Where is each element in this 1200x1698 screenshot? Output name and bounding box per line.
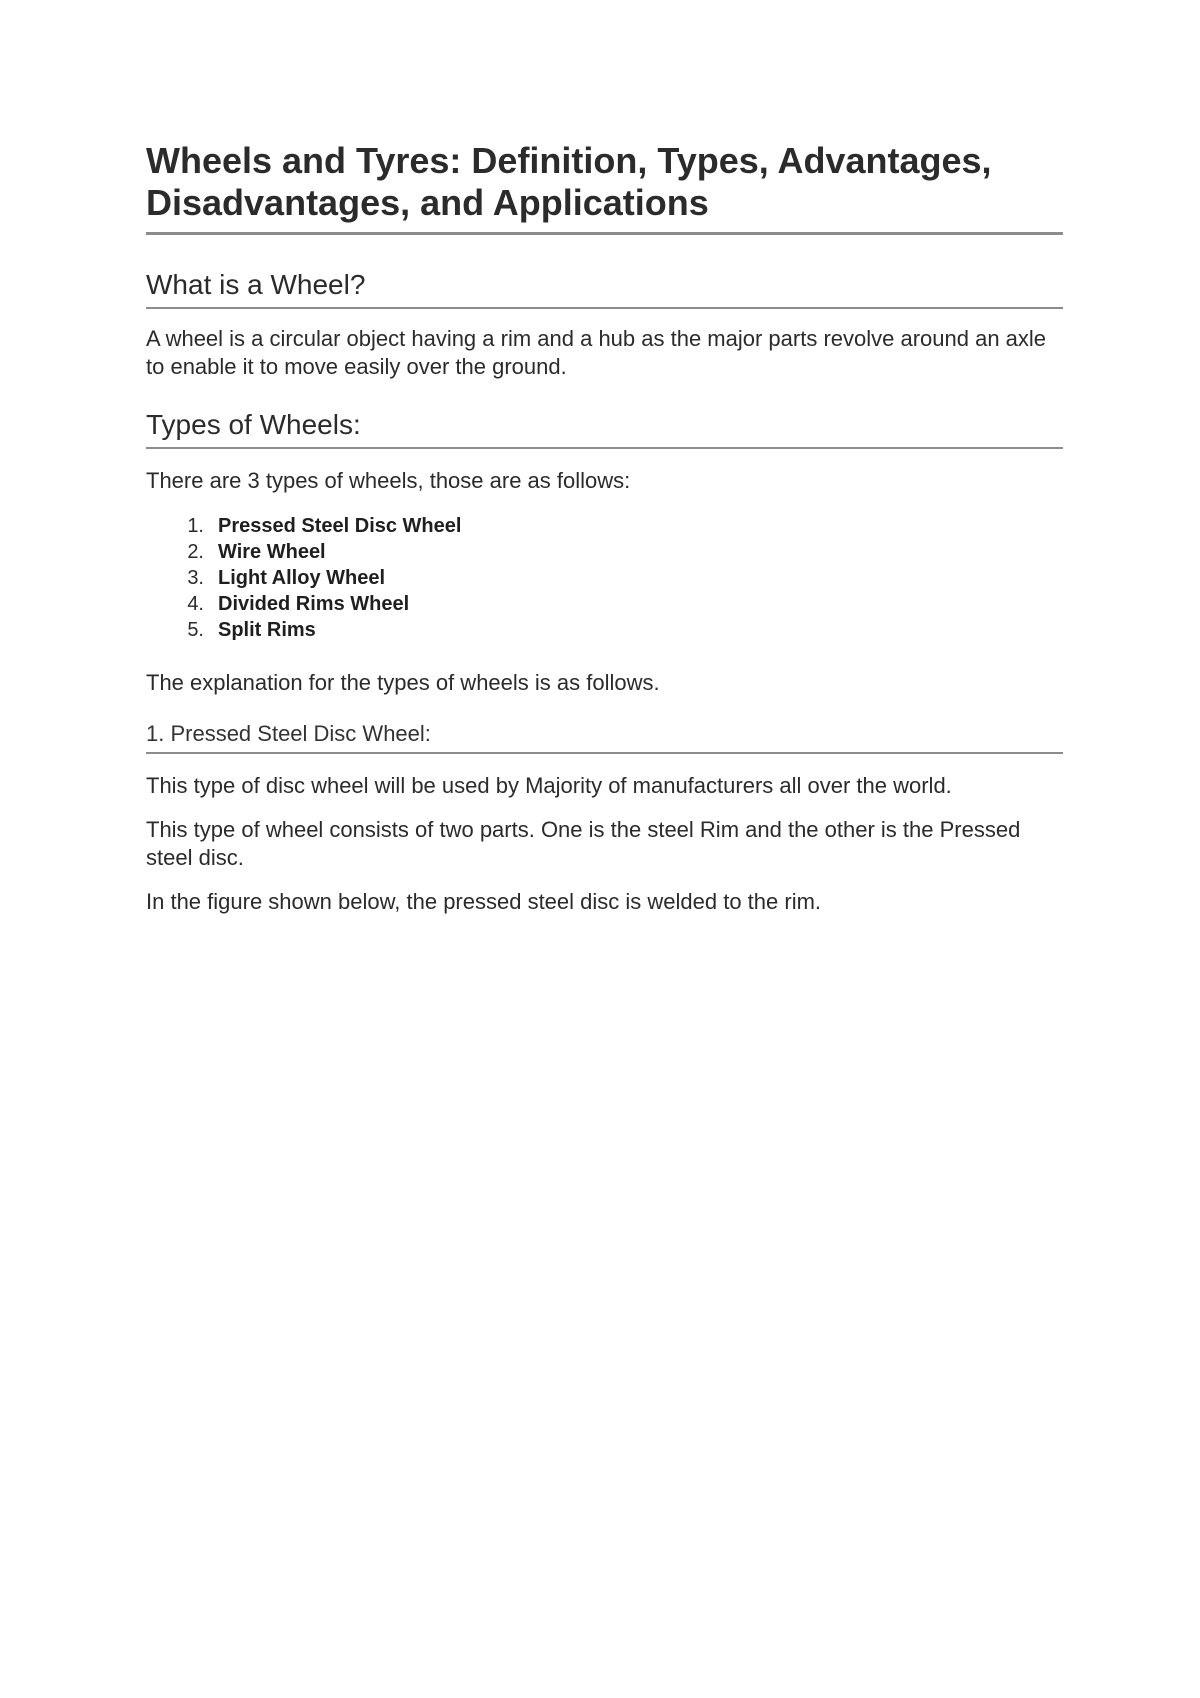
list-item-number: 5.	[187, 619, 204, 641]
list-item-label: Split Rims	[218, 619, 316, 641]
list-item	[146, 513, 1063, 539]
list-item-label: Pressed Steel Disc Wheel	[218, 515, 462, 537]
list-item	[146, 591, 1063, 617]
list-item	[146, 565, 1063, 591]
list-item-number: 1.	[187, 515, 204, 537]
list-item-label: Wire Wheel	[218, 541, 326, 563]
list-item	[146, 617, 1063, 643]
list-item-number: 2.	[187, 541, 204, 563]
section-heading-types-of-wheels: Types of Wheels:	[146, 409, 1063, 449]
document-title: Wheels and Tyres: Definition, Types, Advantages, Disadvantages, and Applications	[146, 140, 1063, 235]
document-page	[146, 140, 1063, 916]
list-item-number: 3.	[187, 567, 204, 589]
paragraph-pressed-2: This type of wheel consists of two parts. One is the steel Rim and the other is the Pressed steel disc.	[146, 817, 1021, 870]
paragraph-types-intro: There are 3 types of wheels, those are as follows:	[146, 468, 631, 493]
list-item-label: Light Alloy Wheel	[218, 567, 386, 589]
list-item	[146, 539, 1063, 565]
paragraph-pressed-3: In the figure shown below, the pressed steel disc is welded to the rim.	[146, 889, 822, 914]
section-heading-what-is-a-wheel: What is a Wheel?	[146, 269, 1063, 309]
section-heading-pressed-steel-disc-wheel: 1. Pressed Steel Disc Wheel:	[146, 721, 1063, 754]
paragraph-wheel-definition: A wheel is a circular object having a rim and a hub as the major parts revolve around an axle to enable it to move easily over the ground.	[146, 326, 1047, 379]
wheel-types-list	[146, 513, 1063, 643]
list-item-label: Divided Rims Wheel	[218, 593, 410, 615]
list-item-number: 4.	[187, 593, 204, 615]
paragraph-pressed-1: This type of disc wheel will be used by Majority of manufacturers all over the world.	[146, 773, 952, 798]
paragraph-types-outro: The explanation for the types of wheels is as follows.	[146, 670, 660, 695]
